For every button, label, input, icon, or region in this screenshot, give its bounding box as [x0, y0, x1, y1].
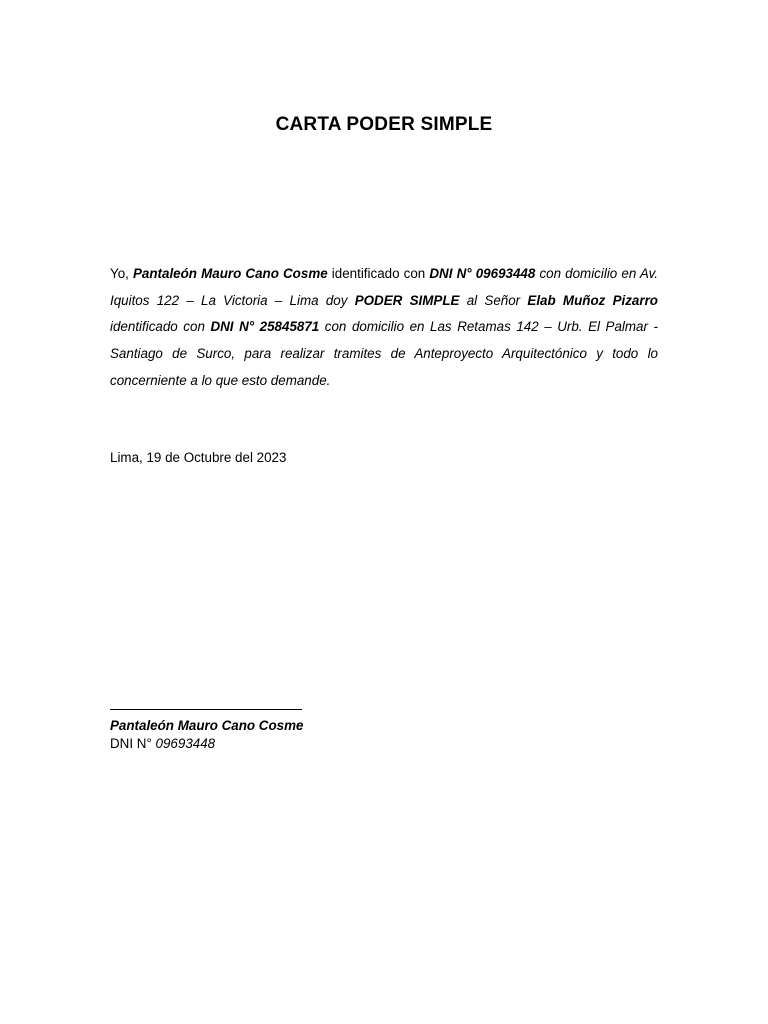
signature-name: Pantaleón Mauro Cano Cosme	[110, 718, 304, 733]
grantee-name: Elab Muñoz Pizarro	[527, 292, 658, 308]
paragraph-text: con domicilio en Av. Iquitos 122 – La Victoria – Lima doy	[110, 266, 659, 308]
document-title: CARTA PODER SIMPLE	[275, 114, 493, 135]
document-date: Lima, 19 de Octubre del 2023	[110, 450, 287, 465]
paragraph-text: al Señor	[459, 292, 528, 308]
signature-line	[110, 709, 302, 710]
paragraph-text: Yo,	[110, 266, 133, 281]
power-type: PODER SIMPLE	[354, 292, 460, 308]
body-paragraph	[110, 261, 658, 395]
signature-dni	[110, 736, 215, 751]
signature-dni-number: 09693448	[155, 736, 216, 751]
grantor-name: Pantaleón Mauro Cano Cosme	[133, 266, 328, 281]
grantee-dni: DNI N° 25845871	[210, 319, 320, 335]
paragraph-text: identificado con	[327, 266, 430, 281]
grantor-dni: DNI N° 09693448	[429, 266, 536, 281]
paragraph-text: identificado con	[110, 319, 211, 335]
paragraph-text: con domicilio en Las Retamas 142 – Urb. El Palmar - Santiago de Surco, para realizar tramites de Anteproyecto Arquitectónico y todo lo concerniente a lo que esto demande.	[110, 319, 658, 388]
signature-dni-label: DNI N°	[110, 736, 156, 751]
